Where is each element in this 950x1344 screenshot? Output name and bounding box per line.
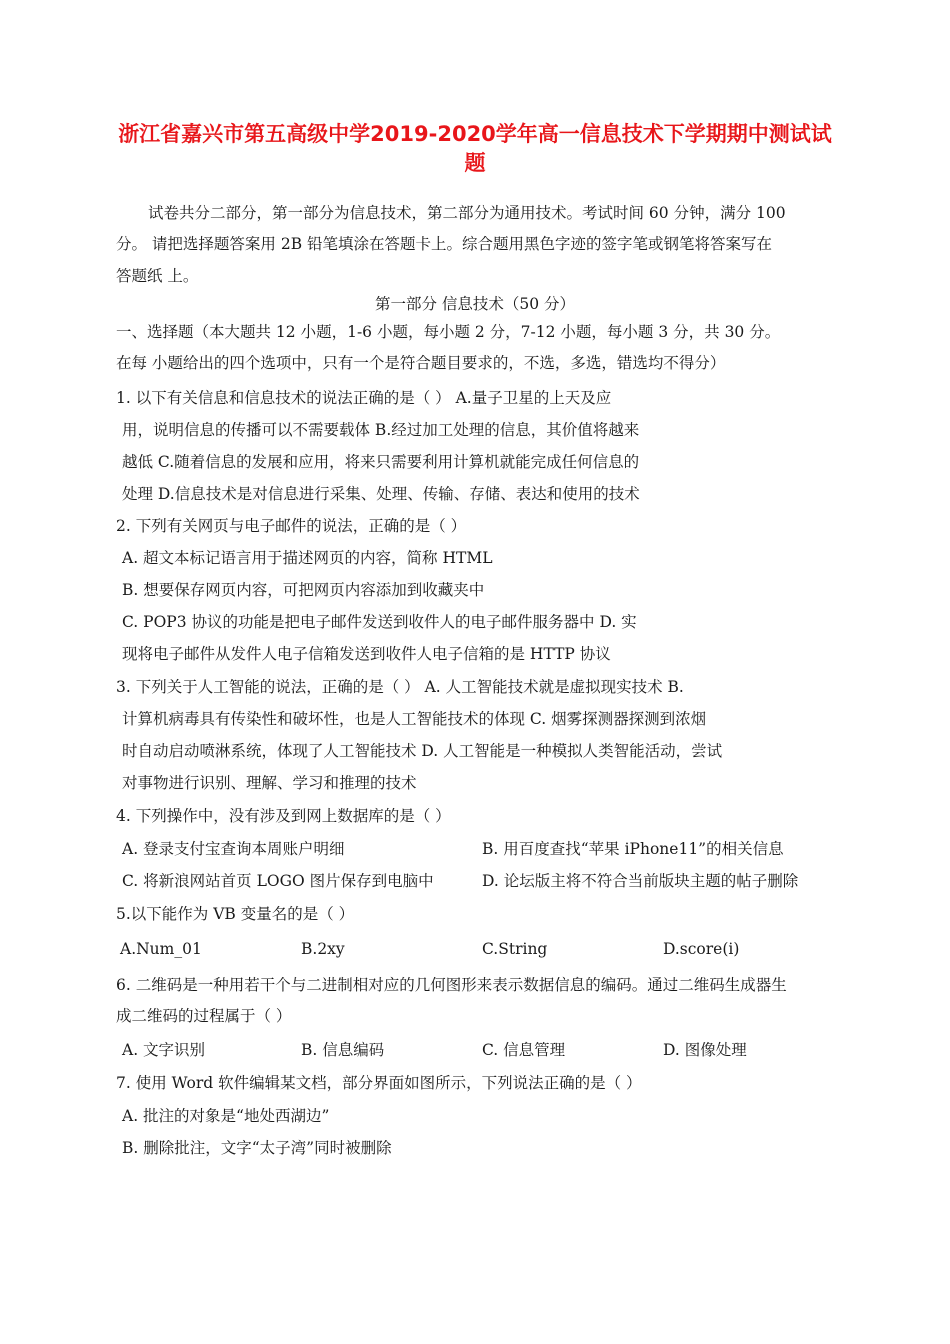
- question-2-line: C. POP3 协议的功能是把电子邮件发送到收件人的电子邮件服务器中 D. 实: [122, 613, 637, 631]
- question-2-line: A. 超文本标记语言用于描述网页的内容，简称 HTML: [122, 549, 493, 567]
- document-title-line2: 题: [464, 151, 486, 175]
- question-5-stem: 5.以下能作为 VB 变量名的是（ ）: [116, 905, 355, 923]
- part-heading: 第一部分 信息技术（50 分）: [374, 295, 576, 313]
- question-5-option: C.String: [482, 940, 548, 958]
- question-5-option: B.2xy: [301, 940, 345, 958]
- question-6-option: B. 信息编码: [301, 1041, 385, 1059]
- question-6-option: A. 文字识别: [122, 1041, 206, 1059]
- question-4-option: C. 将新浪网站首页 LOGO 图片保存到电脑中: [122, 872, 434, 890]
- question-1-line: 越低 C.随着信息的发展和应用，将来只需要利用计算机就能完成任何信息的: [122, 453, 640, 471]
- question-6-option: D. 图像处理: [663, 1041, 747, 1059]
- question-1-line: 用，说明信息的传播可以不需要载体 B.经过加工处理的信息，其价值将越来: [122, 421, 640, 439]
- intro-line: 答题纸 上。: [116, 267, 199, 285]
- intro-line: 分。 请把选择题答案用 2B 铅笔填涂在答题卡上。综合题用黑色字迹的签字笔或钢笔将答案写在: [116, 235, 773, 253]
- question-4-stem: 4. 下列操作中，没有涉及到网上数据库的是（ ）: [116, 807, 451, 825]
- question-4-option: D. 论坛版主将不符合当前版块主题的帖子删除: [482, 872, 799, 890]
- question-2-line: B. 想要保存网页内容，可把网页内容添加到收藏夹中: [122, 581, 485, 599]
- section-heading: 一、选择题（本大题共 12 小题，1-6 小题，每小题 2 分，7-12 小题，每小题 3 分，共 30 分。: [116, 323, 781, 341]
- intro-line: 试卷共分二部分，第一部分为信息技术，第二部分为通用技术。考试时间 60 分钟，满分 100: [148, 204, 786, 222]
- question-6-stem: 成二维码的过程属于（ ）: [116, 1007, 292, 1025]
- question-3-line: 时自动启动喷淋系统，体现了人工智能技术 D. 人工智能是一种模拟人类智能活动，尝试: [122, 742, 723, 760]
- question-3-line: 对事物进行识别、理解、学习和推理的技术: [122, 774, 417, 792]
- section-heading: 在每 小题给出的四个选项中，只有一个是符合题目要求的，不选，多选，错选均不得分）: [116, 354, 726, 372]
- question-6-stem: 6. 二维码是一种用若干个与二进制相对应的几何图形来表示数据信息的编码。通过二维码生成器生: [116, 976, 787, 994]
- document-title-line1: 浙江省嘉兴市第五高级中学2019-2020学年高一信息技术下学期期中测试试: [118, 122, 832, 146]
- question-3-line: 计算机病毒具有传染性和破坏性，也是人工智能技术的体现 C. 烟雾探测器探测到浓烟: [122, 710, 707, 728]
- question-5-option: D.score(i): [663, 940, 740, 958]
- question-2-line: 现将电子邮件从发件人电子信箱发送到收件人电子信箱的是 HTTP 协议: [122, 645, 611, 663]
- question-3-line: 3. 下列关于人工智能的说法，正确的是（ ） A. 人工智能技术就是虚拟现实技术 B.: [116, 678, 684, 696]
- question-4-option: A. 登录支付宝查询本周账户明细: [122, 840, 345, 858]
- question-1-line: 1. 以下有关信息和信息技术的说法正确的是（ ） A.量子卫星的上天及应: [116, 389, 612, 407]
- question-7-stem: 7. 使用 Word 软件编辑某文档，部分界面如图所示，下列说法正确的是（ ）: [116, 1074, 642, 1092]
- question-7-option: B. 删除批注，文字“太子湾”同时被删除: [122, 1139, 392, 1157]
- question-7-option: A. 批注的对象是“地处西湖边”: [122, 1107, 330, 1125]
- question-5-option: A.Num_01: [120, 940, 202, 958]
- question-2-line: 2. 下列有关网页与电子邮件的说法，正确的是（ ）: [116, 517, 467, 535]
- question-1-line: 处理 D.信息技术是对信息进行采集、处理、传输、存储、表达和使用的技术: [122, 485, 640, 503]
- question-6-option: C. 信息管理: [482, 1041, 566, 1059]
- question-4-option: B. 用百度查找“苹果 iPhone11”的相关信息: [482, 840, 784, 858]
